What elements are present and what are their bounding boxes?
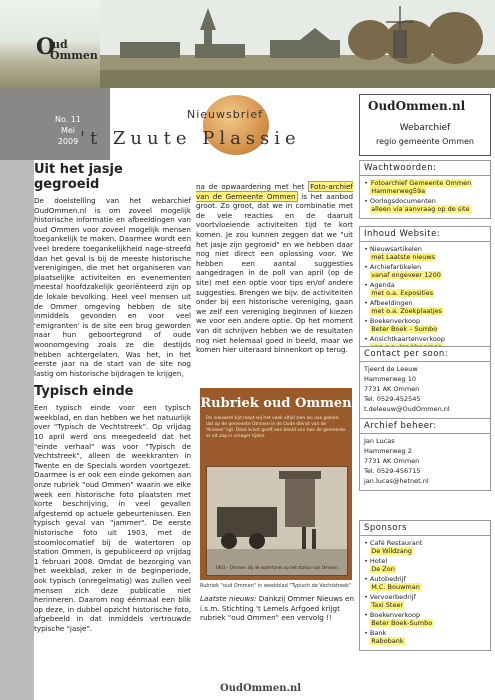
- sponsors-box: [359, 520, 491, 651]
- management-email[interactable]: jan.lucas@hetnet.nl: [364, 477, 429, 485]
- password-item: • Oorlogsdocumenten alleen via aanvraag op de site: [364, 197, 470, 213]
- contact-line: Tjeerd de Leeuw: [364, 365, 418, 373]
- footer-logo: OudOmmen.nl: [220, 683, 302, 694]
- archive-title: Webarchief: [399, 123, 451, 133]
- issue-month: Mei: [60, 126, 76, 135]
- archive-management-box: [359, 418, 491, 491]
- issue-year: 2009: [57, 137, 79, 146]
- contact-box: [359, 346, 491, 419]
- sponsor-item[interactable]: • Bank Rabobank: [364, 629, 404, 645]
- contents-item[interactable]: • Afbeeldingen met o.a. Zoekplaatjes: [364, 299, 443, 315]
- sponsor-item[interactable]: • Hotel De Zon: [364, 557, 395, 573]
- landscape-photo: [100, 0, 495, 88]
- sponsor-item[interactable]: • Boekenverkoop Beter Boek-Sumbo: [364, 611, 433, 627]
- sponsors-heading: Sponsors: [360, 521, 490, 536]
- clipping-title: Rubriek oud Ommen: [200, 396, 352, 411]
- right-sidebar: [357, 88, 495, 700]
- left-column: [34, 162, 191, 634]
- article-paragraph: Een typisch einde voor een typisch weekblad, en dan hebben we het natuurlijk over "Typisch de Vechtstreek". Op vrijdag 10 april werd ons meegedeeld dat het "einde verhaal" was voor "Typisch de Vechtstreek", alleen de weekkranten in Twente en de Specials worden voortgezet. Daarmee is er ook een einde gekomen aan onze rubriek "oud Ommen" waarin we elke week een historische foto plaatsten met korte beschrijving, in veel gevallen afgestemd op actuele gebeurtenissen. Een typisch geval van "jammer". De eerste historische foto uit 1903, met de stoomlocomatief bij de watertoren op station Ommen, is gepubliceerd op vrijdag 1 februari 2008. Omdat de bezorging van het weekblad, zeker in de beginperiode, ook typisch (onregelmatig) was zullen veel mensen zich deze publicatie niet herinneren. Daarom nog éénmaal een blik op deze, in dubbel opzicht historische foto, afgebeeld in dat inmiddels vertrouwde typische "jasje".: [34, 403, 191, 633]
- logo-bottom: Ommen: [50, 49, 98, 62]
- management-line: Jan Lucas: [364, 437, 395, 445]
- photo-caption: 1903 – Ommen. Bij de watertoren op het station van Ommen.: [215, 565, 339, 570]
- contents-item[interactable]: • Boekenverkoop Beter Boek – Sumbo: [364, 317, 438, 333]
- article-paragraph: De doelstelling van het webarchief OudOmmen.nl is om zoveel mogelijk historische informatie en afbeeldingen van oud Ommen voor zoveel mogelijk mensen toegankelijk te maken. Daarmee wordt een veel bredere toegankelijkheid nage-streefd dan het geval is bij de meeste historische verenigingen, die met het organiseren van plaatselijke activiteiten en evenementen meestal hoofdzakelijk georiënteerd zijn op de lokale bevolking. Heel veel mensen uit de Ommer omgeving hebben de site inmiddels gevonden en voor veel 'emigranten' is de site een brug geworden naar hun geboortegrond of oude woonomgeving zoals ze die destijds hebben achtergelaten. Was het, in het eerste jaar na de start van de site nog lastig om historische bijdragen te krijgen,: [34, 196, 191, 378]
- management-heading: Archief beheer:: [360, 419, 490, 434]
- brand-logo: OudOmmen.nl: [368, 99, 466, 113]
- article-paragraph: na de opwaardering met het Foto-archief van de Gemeente Ommen is het aanbod groot. Zo groot, dat we in combinatie met de vele reacties en de daaruit voortvloeiende activiteiten tijd te kort komen. Je zou kunnen zeggen dat we "uit het jasje zijn gegroeid" en we hebben daar nog niet direct een oplossing voor. We hebben een aantal suggesties aangedragen in de poll van april (op de site) met een optie voor tips en/of andere suggesties. Brengen we bijv. de activiteiten onder bij een historische vereniging, gaan we zelf een vereniging beginnen of kiezen we voor een andere optie. Op het moment van dit schrijven hebben we de resultaten nog niet helemaal goed in beeld, maar we komen hier uiteraard binnenkort op terug.: [196, 182, 354, 355]
- contents-item[interactable]: • Archiefartikelen vanaf ongeveer 1200: [364, 263, 441, 279]
- contents-item[interactable]: • Agenda met o.a. Exposities: [364, 281, 434, 297]
- contents-item[interactable]: • Ansichtkaartenverkoop: [364, 335, 486, 351]
- sponsor-item[interactable]: • Autobedrijf M.C. Bouwman: [364, 575, 420, 591]
- contents-heading: Inhoud Website:: [360, 227, 490, 242]
- station-photo: [207, 467, 347, 575]
- article-heading: Typisch einde: [34, 384, 134, 400]
- newsletter-label: Nieuwsbrief: [187, 108, 263, 121]
- management-line: Tel. 0529-456715: [364, 467, 421, 475]
- passwords-heading: Wachtwoorden:: [360, 161, 490, 176]
- password-item: • Fotoarchief Gemeente Ommen Hammerweg59a: [364, 179, 472, 195]
- contact-line: Tel. 0529-452545: [364, 395, 421, 403]
- historic-photo: [206, 466, 348, 576]
- issue-number: No. 11: [54, 115, 81, 124]
- logo-top: ud: [52, 38, 68, 51]
- contact-line: Hammerweg 10: [364, 375, 416, 383]
- contact-heading: Contact per soon:: [360, 347, 490, 362]
- middle-column: [196, 182, 353, 355]
- website-contents-box: [359, 226, 491, 357]
- contact-email[interactable]: t.deleeuw@OudOmmen.nl: [364, 405, 450, 413]
- sidebar-strip: [0, 88, 34, 700]
- sponsor-item[interactable]: • Vervoerbedrijf Taxi Steer: [364, 593, 416, 609]
- contact-line: 7731 AK Ommen: [364, 385, 420, 393]
- contents-item[interactable]: • Nieuwsartikelen met Laatste nieuws: [364, 245, 436, 261]
- image-caption: Rubriek "oud Ommen" in weekblad "Typisch de Vechtstreek": [200, 583, 352, 589]
- archive-subtitle: regio gemeente Ommen: [376, 137, 474, 146]
- masthead: [0, 0, 495, 88]
- latest-news: Laatste nieuws: Dankzij Ommer Nieuws en i.s.m. Stichting 't Lemels Arfgoed krijgt rubriek "oud Ommen" een vervolg !!: [200, 594, 355, 623]
- clipping-image: [200, 388, 352, 580]
- logo-letter: O: [36, 34, 56, 60]
- clipping-intro: De nieuwste tijd roept wij het vaak altijd zien als ook gebied dat op de gemeente Ommen in de Oude dienst van de 'Kronkel' ligt. Deze krant geeft een beeld van hoe de gemeente er uit zag in vroeger tijden.: [206, 416, 346, 439]
- management-line: Hammerweg 2: [364, 447, 412, 455]
- photo-archive-link[interactable]: Foto-archief van de Gemeente Ommen: [196, 182, 353, 201]
- newsletter-title: 't Zuute Plassie: [80, 128, 301, 149]
- archive-header: [359, 94, 491, 156]
- management-line: 7731 AK Ommen: [364, 457, 420, 465]
- passwords-box: [359, 160, 491, 219]
- article-heading: Uit het jasje gegroeid: [34, 162, 123, 192]
- logo: [34, 36, 98, 62]
- sponsor-item[interactable]: • Café Restaurant De Wildzang: [364, 539, 423, 555]
